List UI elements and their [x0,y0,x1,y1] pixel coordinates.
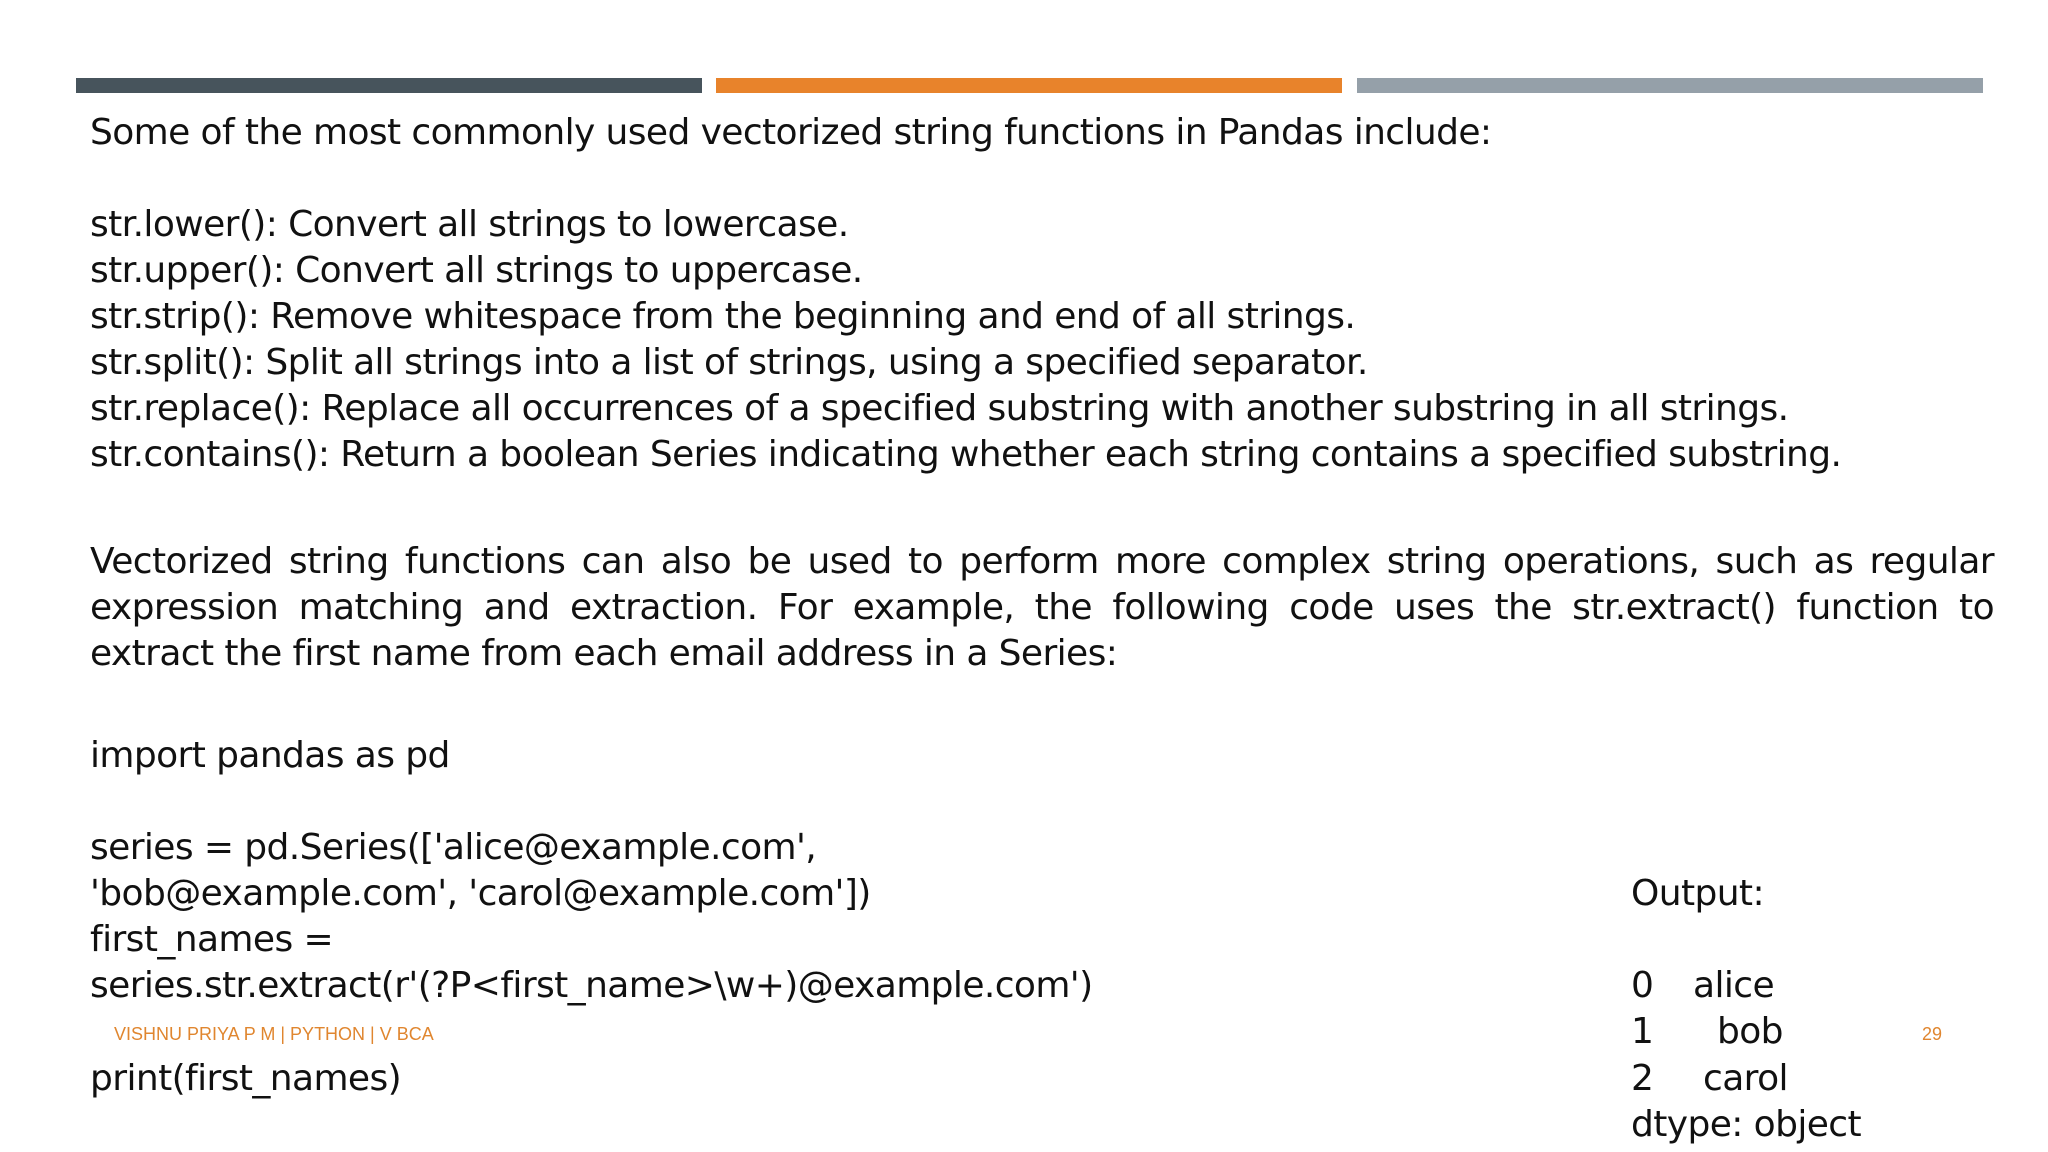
output-row [1631,1056,1788,1102]
function-item: str.upper(): Convert all strings to uppercase. [90,250,863,291]
intro-text: Some of the most commonly used vectorized string functions in Pandas include: [90,112,1492,153]
output-dtype: dtype: object [1631,1104,1861,1145]
output-index: 0 [1631,965,1654,1006]
output-label: Output: [1631,873,1764,914]
function-item: str.split(): Split all strings into a list of strings, using a specified separator. [90,342,1368,383]
code-line: series.str.extract(r'(?P<first_name>\w+)@example.com') [90,965,1093,1006]
output-row [1631,963,1774,1009]
output-index: 2 [1631,1058,1654,1099]
footer-author: VISHNU PRIYA P M | PYTHON | V BCA [114,1024,434,1044]
output-value: bob [1717,1011,1783,1052]
output-value: alice [1693,965,1775,1006]
header-bar-gray [1357,78,1983,93]
output-row [1631,1009,1783,1055]
page-number: 29 [1922,1024,1943,1044]
output-index: 1 [1631,1011,1654,1052]
function-item: str.lower(): Convert all strings to lowercase. [90,204,849,245]
header-bar-orange [716,78,1342,93]
explanation-paragraph: Vectorized string functions can also be used to perform more complex string operations, such as regular expression matching and extraction. For example, the following code uses the str.extract() function to extract the first name from each email address in a Series: [90,541,1994,674]
code-line: series = pd.Series(['alice@example.com', [90,827,817,868]
code-line: import pandas as pd [90,735,450,776]
code-line: 'bob@example.com', 'carol@example.com']) [90,873,871,914]
header-bar-dark [76,78,702,93]
function-item: str.contains(): Return a boolean Series indicating whether each string contains a specified substring. [90,434,1842,475]
code-line: print(first_names) [90,1058,402,1099]
output-value: carol [1703,1058,1788,1099]
function-item: str.replace(): Replace all occurrences of a specified substring with another substring in all strings. [90,388,1789,429]
function-item: str.strip(): Remove whitespace from the beginning and end of all strings. [90,296,1356,337]
code-line: first_names = [90,919,334,960]
